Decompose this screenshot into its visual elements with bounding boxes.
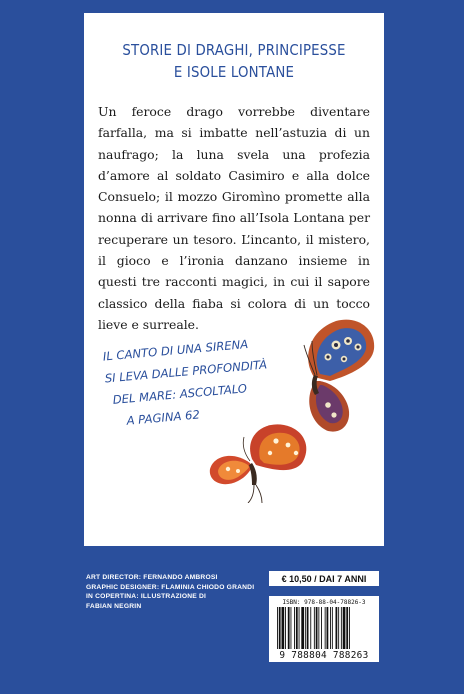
- quote-line-2: SI LEVA DALLE PROFONDITÀ: [104, 357, 268, 386]
- credit-line-2: GRAPHIC DESIGNER: FLAMINIA CHIODO GRANDI: [86, 583, 255, 591]
- title-line-1: STORIE DI DRAGHI, PRINCIPESSE: [122, 41, 346, 59]
- barcode-box: [269, 596, 379, 662]
- quote-line-4: A PAGINA 62: [126, 407, 201, 428]
- credit-line-3: IN COPERTINA: ILLUSTRAZIONE DI: [86, 593, 207, 601]
- quote: [98, 331, 272, 433]
- price-label: € 10,50 / DAI 7 ANNI: [269, 571, 379, 586]
- quote-line-1: IL CANTO DI UNA SIRENA: [102, 336, 249, 364]
- credit-line-4: FABIAN NEGRIN: [86, 602, 142, 610]
- credits: [86, 573, 254, 611]
- butterfly-blue-orange-icon: [300, 319, 380, 439]
- isbn-text: ISBN: 978-88-04-78826-3: [282, 599, 366, 606]
- title-line-2: E ISOLE LONTANE: [173, 63, 295, 81]
- barcode-digits: 9 788804 788263: [279, 650, 369, 661]
- credit-line-1: ART DIRECTOR: FERNANDO AMBROSI: [86, 574, 218, 581]
- barcode-icon: [277, 607, 371, 649]
- back-cover-panel: [84, 13, 384, 546]
- title: [105, 39, 363, 83]
- quote-line-3: DEL MARE: ASCOLTALO: [112, 381, 248, 407]
- butterfly-red-orange-icon: [204, 423, 314, 503]
- blurb-text: Un feroce drago vorrebbe diventare farfalla, ma si imbatte nell’astuzia di un naufrago; la luna svela una profezia d’amore al soldato Casimiro e alla dolce Consuelo; il mozzo Giromìno promette alla nonna di arrivare fino all’Isola Lontana per recuperare un tesoro. L’incanto, il mistero, il gioco e l’ironia danzano insieme in questi tre racconti magici, in cui il sapore classico della fiaba si colora di un tocco lieve e surreale.: [98, 104, 370, 332]
